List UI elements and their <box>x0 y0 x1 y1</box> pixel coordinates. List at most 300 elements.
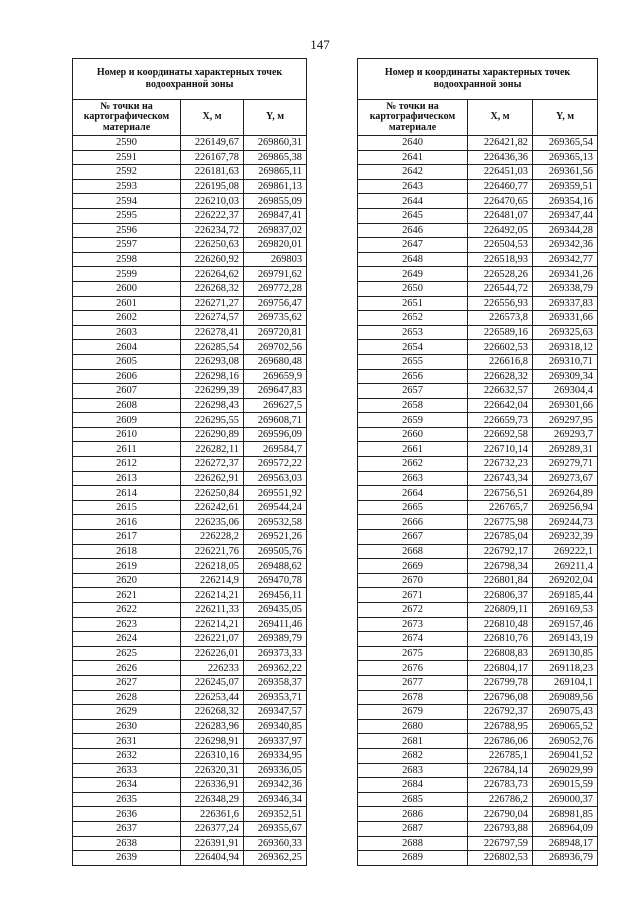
x-coordinate-cell: 226221,76 <box>181 544 244 559</box>
table-row <box>73 267 307 282</box>
x-coordinate-cell: 226809,11 <box>468 603 533 618</box>
table-row <box>73 384 307 399</box>
y-coordinate-cell: 269185,44 <box>533 588 598 603</box>
column-header-x: X, м <box>181 100 244 136</box>
page-number: 147 <box>310 37 330 52</box>
x-coordinate-cell: 226460,77 <box>468 179 533 194</box>
point-number-cell: 2633 <box>73 763 181 778</box>
y-coordinate-cell: 269659,9 <box>244 369 307 384</box>
point-number-cell: 2649 <box>358 267 468 282</box>
y-coordinate-cell: 269772,28 <box>244 281 307 296</box>
x-coordinate-cell: 226802,53 <box>468 851 533 866</box>
table-row <box>358 705 598 720</box>
y-coordinate-cell: 269347,44 <box>533 208 598 223</box>
table-row <box>73 778 307 793</box>
table-row <box>358 136 598 151</box>
table-row <box>358 807 598 822</box>
point-number-cell: 2652 <box>358 311 468 326</box>
table-row <box>358 223 598 238</box>
x-coordinate-cell: 226792,17 <box>468 544 533 559</box>
table-row <box>73 646 307 661</box>
point-number-cell: 2620 <box>73 573 181 588</box>
x-coordinate-cell: 226361,6 <box>181 807 244 822</box>
table-row <box>73 617 307 632</box>
y-coordinate-cell: 269837,02 <box>244 223 307 238</box>
x-coordinate-cell: 226282,11 <box>181 442 244 457</box>
x-coordinate-cell: 226233 <box>181 661 244 676</box>
y-coordinate-cell: 269544,24 <box>244 500 307 515</box>
table-row <box>358 763 598 778</box>
y-coordinate-cell: 269264,89 <box>533 486 598 501</box>
y-coordinate-cell: 269029,99 <box>533 763 598 778</box>
y-coordinate-cell: 269331,66 <box>533 311 598 326</box>
y-coordinate-cell: 269342,36 <box>244 778 307 793</box>
table-row <box>73 807 307 822</box>
y-coordinate-cell: 269065,52 <box>533 719 598 734</box>
x-coordinate-cell: 226214,21 <box>181 588 244 603</box>
x-coordinate-cell: 226589,16 <box>468 325 533 340</box>
x-coordinate-cell: 226298,91 <box>181 734 244 749</box>
x-coordinate-cell: 226242,61 <box>181 500 244 515</box>
table-row <box>358 384 598 399</box>
x-coordinate-cell: 226801,84 <box>468 573 533 588</box>
table-row <box>73 427 307 442</box>
point-number-cell: 2632 <box>73 748 181 763</box>
point-number-cell: 2678 <box>358 690 468 705</box>
y-coordinate-cell: 269342,36 <box>533 238 598 253</box>
point-number-cell: 2616 <box>73 515 181 530</box>
table-row <box>73 559 307 574</box>
y-coordinate-cell: 269505,76 <box>244 544 307 559</box>
x-coordinate-cell: 226272,37 <box>181 457 244 472</box>
point-number-cell: 2590 <box>73 136 181 151</box>
point-number-cell: 2606 <box>73 369 181 384</box>
y-coordinate-cell: 269089,56 <box>533 690 598 705</box>
x-coordinate-cell: 226293,08 <box>181 354 244 369</box>
x-coordinate-cell: 226253,44 <box>181 690 244 705</box>
x-coordinate-cell: 226245,07 <box>181 675 244 690</box>
table-row <box>73 748 307 763</box>
y-coordinate-cell: 269304,4 <box>533 384 598 399</box>
y-coordinate-cell: 269865,11 <box>244 165 307 180</box>
table-row <box>358 471 598 486</box>
y-coordinate-cell: 269365,54 <box>533 136 598 151</box>
x-coordinate-cell: 226149,67 <box>181 136 244 151</box>
y-coordinate-cell: 269052,76 <box>533 734 598 749</box>
table-row <box>358 369 598 384</box>
y-coordinate-cell: 268936,79 <box>533 851 598 866</box>
point-number-cell: 2668 <box>358 544 468 559</box>
table-row <box>73 588 307 603</box>
y-coordinate-cell: 269325,63 <box>533 325 598 340</box>
y-coordinate-cell: 269791,62 <box>244 267 307 282</box>
x-coordinate-cell: 226268,32 <box>181 281 244 296</box>
table-row <box>358 179 598 194</box>
point-number-cell: 2664 <box>358 486 468 501</box>
x-coordinate-cell: 226310,16 <box>181 748 244 763</box>
x-coordinate-cell: 226743,34 <box>468 471 533 486</box>
point-number-cell: 2634 <box>73 778 181 793</box>
x-coordinate-cell: 226278,41 <box>181 325 244 340</box>
column-header-y: Y, м <box>244 100 307 136</box>
table-row <box>73 208 307 223</box>
point-number-cell: 2679 <box>358 705 468 720</box>
table-row <box>358 836 598 851</box>
point-number-cell: 2637 <box>73 821 181 836</box>
table-row <box>358 427 598 442</box>
table-row <box>73 500 307 515</box>
point-number-cell: 2625 <box>73 646 181 661</box>
y-coordinate-cell: 269075,43 <box>533 705 598 720</box>
x-coordinate-cell: 226799,78 <box>468 675 533 690</box>
coordinates-table-left <box>72 58 307 866</box>
x-coordinate-cell: 226250,84 <box>181 486 244 501</box>
x-coordinate-cell: 226404,94 <box>181 851 244 866</box>
y-coordinate-cell: 269680,48 <box>244 354 307 369</box>
point-number-cell: 2592 <box>73 165 181 180</box>
x-coordinate-cell: 226268,32 <box>181 705 244 720</box>
x-coordinate-cell: 226299,39 <box>181 384 244 399</box>
x-coordinate-cell: 226796,08 <box>468 690 533 705</box>
y-coordinate-cell: 269289,31 <box>533 442 598 457</box>
point-number-cell: 2689 <box>358 851 468 866</box>
table-row <box>358 748 598 763</box>
x-coordinate-cell: 226221,07 <box>181 632 244 647</box>
y-coordinate-cell: 269340,85 <box>244 719 307 734</box>
x-coordinate-cell: 226336,91 <box>181 778 244 793</box>
x-coordinate-cell: 226692,58 <box>468 427 533 442</box>
y-coordinate-cell: 269347,57 <box>244 705 307 720</box>
table-row <box>358 617 598 632</box>
point-number-cell: 2640 <box>358 136 468 151</box>
point-number-cell: 2688 <box>358 836 468 851</box>
y-coordinate-cell: 268981,85 <box>533 807 598 822</box>
x-coordinate-cell: 226798,34 <box>468 559 533 574</box>
y-coordinate-cell: 269735,62 <box>244 311 307 326</box>
x-coordinate-cell: 226810,48 <box>468 617 533 632</box>
y-coordinate-cell: 269353,71 <box>244 690 307 705</box>
x-coordinate-cell: 226470,65 <box>468 194 533 209</box>
y-coordinate-cell: 269344,28 <box>533 223 598 238</box>
table-row <box>358 515 598 530</box>
point-number-cell: 2595 <box>73 208 181 223</box>
point-number-cell: 2639 <box>73 851 181 866</box>
y-coordinate-cell: 269309,34 <box>533 369 598 384</box>
x-coordinate-cell: 226210,03 <box>181 194 244 209</box>
x-coordinate-cell: 226785,04 <box>468 530 533 545</box>
point-number-cell: 2597 <box>73 238 181 253</box>
point-number-cell: 2638 <box>73 836 181 851</box>
point-number-cell: 2619 <box>73 559 181 574</box>
y-coordinate-cell: 269627,5 <box>244 398 307 413</box>
x-coordinate-cell: 226348,29 <box>181 792 244 807</box>
y-coordinate-cell: 269041,52 <box>533 748 598 763</box>
column-header-point-number: № точки на картографическом материале <box>73 100 181 136</box>
y-coordinate-cell: 269411,46 <box>244 617 307 632</box>
table-row <box>73 223 307 238</box>
table-row <box>358 486 598 501</box>
point-number-cell: 2626 <box>73 661 181 676</box>
x-coordinate-cell: 226556,93 <box>468 296 533 311</box>
x-coordinate-cell: 226797,59 <box>468 836 533 851</box>
y-coordinate-cell: 269346,34 <box>244 792 307 807</box>
y-coordinate-cell: 269355,67 <box>244 821 307 836</box>
table-title: Номер и координаты характерных точек водоохранной зоны <box>358 59 598 100</box>
point-number-cell: 2661 <box>358 442 468 457</box>
table-row <box>358 165 598 180</box>
table-row <box>358 821 598 836</box>
table-row <box>73 530 307 545</box>
point-number-cell: 2681 <box>358 734 468 749</box>
y-coordinate-cell: 269756,47 <box>244 296 307 311</box>
table-row <box>73 734 307 749</box>
y-coordinate-cell: 269338,79 <box>533 281 598 296</box>
table-row <box>358 413 598 428</box>
y-coordinate-cell: 269104,1 <box>533 675 598 690</box>
point-number-cell: 2629 <box>73 705 181 720</box>
y-coordinate-cell: 269293,7 <box>533 427 598 442</box>
point-number-cell: 2683 <box>358 763 468 778</box>
column-header-point-number: № точки на картографическом материале <box>358 100 468 136</box>
table-row <box>358 646 598 661</box>
table-body <box>358 136 598 866</box>
point-number-cell: 2648 <box>358 252 468 267</box>
table-row <box>358 792 598 807</box>
point-number-cell: 2645 <box>358 208 468 223</box>
x-coordinate-cell: 226226,01 <box>181 646 244 661</box>
point-number-cell: 2659 <box>358 413 468 428</box>
y-coordinate-cell: 269488,62 <box>244 559 307 574</box>
x-coordinate-cell: 226518,93 <box>468 252 533 267</box>
coordinates-table-right <box>357 58 598 866</box>
table-row <box>73 150 307 165</box>
x-coordinate-cell: 226808,83 <box>468 646 533 661</box>
point-number-cell: 2685 <box>358 792 468 807</box>
x-coordinate-cell: 226628,32 <box>468 369 533 384</box>
x-coordinate-cell: 226391,91 <box>181 836 244 851</box>
y-coordinate-cell: 268964,09 <box>533 821 598 836</box>
point-number-cell: 2675 <box>358 646 468 661</box>
point-number-cell: 2670 <box>358 573 468 588</box>
y-coordinate-cell: 269365,13 <box>533 150 598 165</box>
table-row <box>358 325 598 340</box>
column-header-y: Y, м <box>533 100 598 136</box>
table-row <box>358 573 598 588</box>
x-coordinate-cell: 226732,23 <box>468 457 533 472</box>
x-coordinate-cell: 226573,8 <box>468 311 533 326</box>
x-coordinate-cell: 226436,36 <box>468 150 533 165</box>
table-row <box>73 603 307 618</box>
y-coordinate-cell: 269865,38 <box>244 150 307 165</box>
table-row <box>73 821 307 836</box>
point-number-cell: 2630 <box>73 719 181 734</box>
table-row <box>73 413 307 428</box>
point-number-cell: 2651 <box>358 296 468 311</box>
table-row <box>358 719 598 734</box>
y-coordinate-cell: 269803 <box>244 252 307 267</box>
table-row <box>358 851 598 866</box>
x-coordinate-cell: 226167,78 <box>181 150 244 165</box>
x-coordinate-cell: 226659,73 <box>468 413 533 428</box>
point-number-cell: 2671 <box>358 588 468 603</box>
point-number-cell: 2601 <box>73 296 181 311</box>
y-coordinate-cell: 269470,78 <box>244 573 307 588</box>
y-coordinate-cell: 269273,67 <box>533 471 598 486</box>
table-row <box>73 675 307 690</box>
point-number-cell: 2598 <box>73 252 181 267</box>
point-number-cell: 2622 <box>73 603 181 618</box>
y-coordinate-cell: 269820,01 <box>244 238 307 253</box>
table-row <box>358 675 598 690</box>
x-coordinate-cell: 226377,24 <box>181 821 244 836</box>
point-number-cell: 2656 <box>358 369 468 384</box>
point-number-cell: 2677 <box>358 675 468 690</box>
x-coordinate-cell: 226262,91 <box>181 471 244 486</box>
y-coordinate-cell: 269389,79 <box>244 632 307 647</box>
table-row <box>358 457 598 472</box>
y-coordinate-cell: 269297,95 <box>533 413 598 428</box>
table-row <box>358 559 598 574</box>
table-row <box>358 398 598 413</box>
table-row <box>73 471 307 486</box>
table-body <box>73 136 307 866</box>
point-number-cell: 2680 <box>358 719 468 734</box>
point-number-cell: 2611 <box>73 442 181 457</box>
y-coordinate-cell: 269361,56 <box>533 165 598 180</box>
point-number-cell: 2594 <box>73 194 181 209</box>
table-row <box>358 778 598 793</box>
y-coordinate-cell: 269202,04 <box>533 573 598 588</box>
point-number-cell: 2608 <box>73 398 181 413</box>
y-coordinate-cell: 269169,53 <box>533 603 598 618</box>
x-coordinate-cell: 226786,06 <box>468 734 533 749</box>
point-number-cell: 2624 <box>73 632 181 647</box>
point-number-cell: 2643 <box>358 179 468 194</box>
table-row <box>358 734 598 749</box>
table-row <box>73 179 307 194</box>
table-row <box>73 486 307 501</box>
point-number-cell: 2599 <box>73 267 181 282</box>
point-number-cell: 2607 <box>73 384 181 399</box>
table-row <box>73 194 307 209</box>
table-row <box>73 632 307 647</box>
table-row <box>73 690 307 705</box>
x-coordinate-cell: 226214,21 <box>181 617 244 632</box>
point-number-cell: 2618 <box>73 544 181 559</box>
point-number-cell: 2617 <box>73 530 181 545</box>
point-number-cell: 2610 <box>73 427 181 442</box>
x-coordinate-cell: 226616,8 <box>468 354 533 369</box>
table-row <box>73 325 307 340</box>
x-coordinate-cell: 226214,9 <box>181 573 244 588</box>
point-number-cell: 2641 <box>358 150 468 165</box>
y-coordinate-cell: 269336,05 <box>244 763 307 778</box>
x-coordinate-cell: 226222,37 <box>181 208 244 223</box>
table-row <box>73 311 307 326</box>
table-row <box>73 296 307 311</box>
point-number-cell: 2686 <box>358 807 468 822</box>
table-row <box>73 661 307 676</box>
point-number-cell: 2636 <box>73 807 181 822</box>
table-row <box>358 267 598 282</box>
x-coordinate-cell: 226810,76 <box>468 632 533 647</box>
y-coordinate-cell: 269337,97 <box>244 734 307 749</box>
y-coordinate-cell: 269521,26 <box>244 530 307 545</box>
y-coordinate-cell: 269702,56 <box>244 340 307 355</box>
y-coordinate-cell: 269157,46 <box>533 617 598 632</box>
table-row <box>358 296 598 311</box>
table-row <box>73 165 307 180</box>
x-coordinate-cell: 226290,89 <box>181 427 244 442</box>
y-coordinate-cell: 269360,33 <box>244 836 307 851</box>
x-coordinate-cell: 226785,1 <box>468 748 533 763</box>
y-coordinate-cell: 269720,81 <box>244 325 307 340</box>
point-number-cell: 2596 <box>73 223 181 238</box>
x-coordinate-cell: 226765,7 <box>468 500 533 515</box>
table-row <box>358 150 598 165</box>
y-coordinate-cell: 269310,71 <box>533 354 598 369</box>
y-coordinate-cell: 269362,22 <box>244 661 307 676</box>
point-number-cell: 2631 <box>73 734 181 749</box>
point-number-cell: 2628 <box>73 690 181 705</box>
x-coordinate-cell: 226320,31 <box>181 763 244 778</box>
x-coordinate-cell: 226195,08 <box>181 179 244 194</box>
x-coordinate-cell: 226218,05 <box>181 559 244 574</box>
x-coordinate-cell: 226528,26 <box>468 267 533 282</box>
x-coordinate-cell: 226298,16 <box>181 369 244 384</box>
y-coordinate-cell: 269532,58 <box>244 515 307 530</box>
y-coordinate-cell: 269000,37 <box>533 792 598 807</box>
table-row <box>358 690 598 705</box>
x-coordinate-cell: 226632,57 <box>468 384 533 399</box>
point-number-cell: 2646 <box>358 223 468 238</box>
x-coordinate-cell: 226285,54 <box>181 340 244 355</box>
point-number-cell: 2654 <box>358 340 468 355</box>
y-coordinate-cell: 269222,1 <box>533 544 598 559</box>
table-row <box>358 340 598 355</box>
y-coordinate-cell: 269596,09 <box>244 427 307 442</box>
table-row <box>358 632 598 647</box>
point-number-cell: 2635 <box>73 792 181 807</box>
table-row <box>73 763 307 778</box>
point-number-cell: 2653 <box>358 325 468 340</box>
x-coordinate-cell: 226790,04 <box>468 807 533 822</box>
x-coordinate-cell: 226602,53 <box>468 340 533 355</box>
x-coordinate-cell: 226451,03 <box>468 165 533 180</box>
point-number-cell: 2593 <box>73 179 181 194</box>
y-coordinate-cell: 269279,71 <box>533 457 598 472</box>
table-row <box>73 281 307 296</box>
x-coordinate-cell: 226804,17 <box>468 661 533 676</box>
y-coordinate-cell: 269359,51 <box>533 179 598 194</box>
point-number-cell: 2650 <box>358 281 468 296</box>
point-number-cell: 2621 <box>73 588 181 603</box>
table-row <box>358 354 598 369</box>
table-row <box>73 252 307 267</box>
x-coordinate-cell: 226544,72 <box>468 281 533 296</box>
x-coordinate-cell: 226793,88 <box>468 821 533 836</box>
y-coordinate-cell: 269847,41 <box>244 208 307 223</box>
x-coordinate-cell: 226492,05 <box>468 223 533 238</box>
y-coordinate-cell: 269211,4 <box>533 559 598 574</box>
point-number-cell: 2669 <box>358 559 468 574</box>
table-row <box>358 442 598 457</box>
y-coordinate-cell: 269435,05 <box>244 603 307 618</box>
point-number-cell: 2673 <box>358 617 468 632</box>
x-coordinate-cell: 226260,92 <box>181 252 244 267</box>
table-row <box>358 500 598 515</box>
y-coordinate-cell: 269352,51 <box>244 807 307 822</box>
